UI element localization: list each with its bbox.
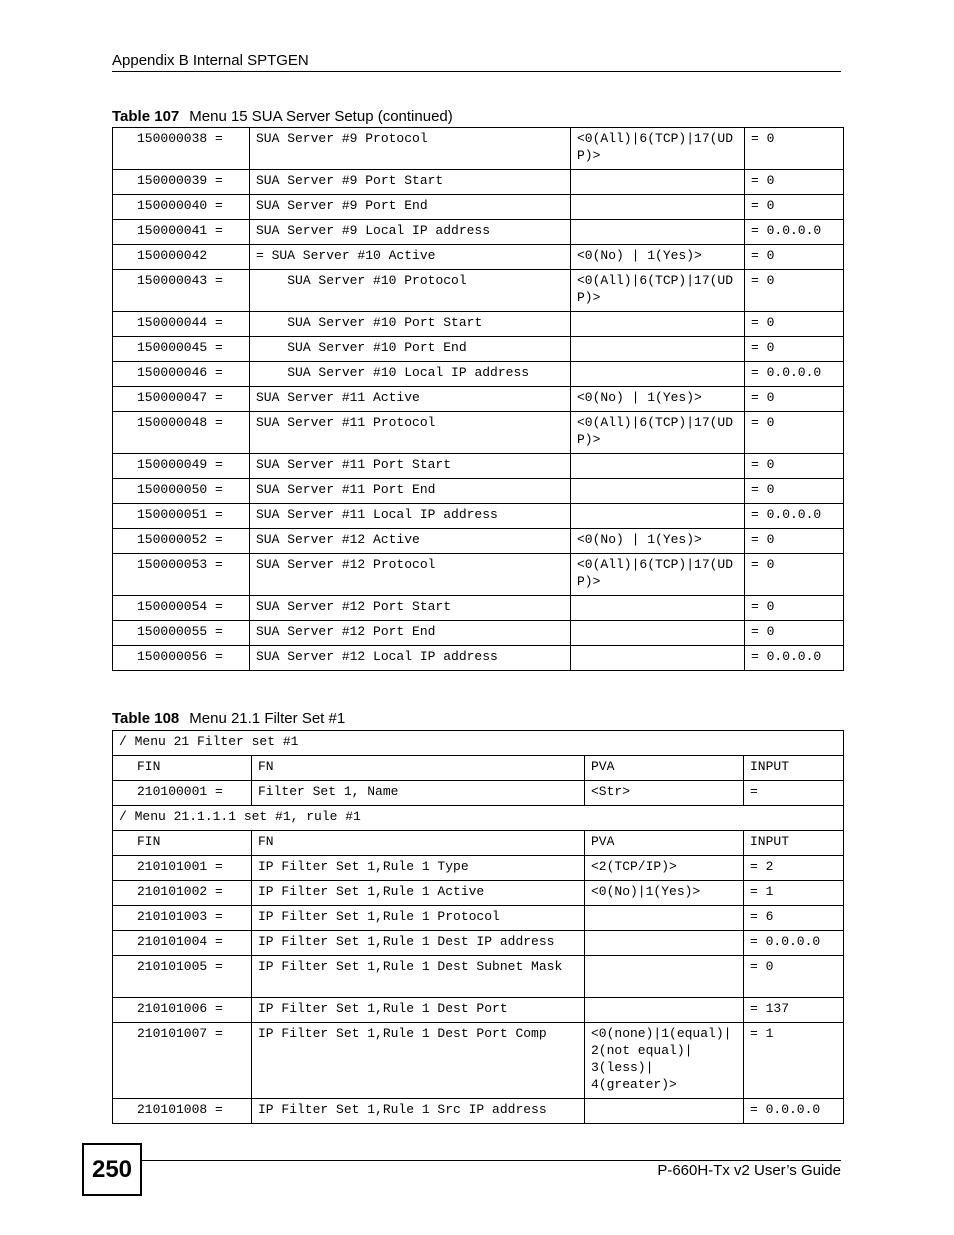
header-input: INPUT [744,831,844,856]
table-row [113,529,844,554]
cell-fn: SUA Server #10 Port Start [250,312,571,337]
cell-fn: IP Filter Set 1,Rule 1 Active [252,881,585,906]
cell-pva [571,170,745,195]
cell-fin: 150000052 = [113,529,250,554]
header-rule [112,71,841,72]
cell-fn: SUA Server #11 Protocol [250,412,571,454]
table-107-label: Table 107 [112,108,180,125]
cell-fn: IP Filter Set 1,Rule 1 Protocol [252,906,585,931]
cell-input: = 0.0.0.0 [745,504,844,529]
cell-fn: SUA Server #11 Port End [250,479,571,504]
cell-pva: <0(No) | 1(Yes)> [571,529,745,554]
table-row [113,479,844,504]
cell-fn: SUA Server #12 Port Start [250,596,571,621]
cell-fn: SUA Server #11 Active [250,387,571,412]
running-header: Appendix B Internal SPTGEN [112,52,309,69]
cell-input: = 0.0.0.0 [745,362,844,387]
cell-fn: SUA Server #10 Local IP address [250,362,571,387]
table-row [113,195,844,220]
cell-pva [571,454,745,479]
cell-fin: 150000048 = [113,412,250,454]
table-section-row [113,806,844,831]
table-row [113,881,844,906]
cell-fn: SUA Server #10 Protocol [250,270,571,312]
cell-input: = 1 [744,881,844,906]
cell-input: = 0 [745,387,844,412]
table-108-label: Table 108 [112,710,180,727]
cell-fin: 150000050 = [113,479,250,504]
cell-input: = 0 [745,621,844,646]
cell-input: = 0 [745,596,844,621]
cell-input: = 0 [745,170,844,195]
cell-input: = 0 [745,454,844,479]
cell-input: = 0 [745,412,844,454]
cell-fin: 150000053 = [113,554,250,596]
cell-pva [571,504,745,529]
cell-input: = 0 [745,529,844,554]
cell-fin: 150000051 = [113,504,250,529]
cell-fn: SUA Server #12 Port End [250,621,571,646]
table-row [113,337,844,362]
cell-fn: SUA Server #10 Port End [250,337,571,362]
cell-pva: <0(No)|1(Yes)> [585,881,744,906]
table-header-row [113,831,844,856]
cell-input: = 0 [745,270,844,312]
table-107 [112,127,844,671]
table-row [113,856,844,881]
cell-fin: 210101001 = [113,856,252,881]
cell-fn: SUA Server #12 Active [250,529,571,554]
cell-fin: 210101006 = [113,998,252,1023]
table-row [113,245,844,270]
cell-fn: SUA Server #12 Protocol [250,554,571,596]
footer-rule [140,1160,841,1161]
cell-input: = 0.0.0.0 [745,646,844,671]
cell-fin: 150000043 = [113,270,250,312]
cell-input: = 0 [745,312,844,337]
cell-fin: 150000047 = [113,387,250,412]
table-row [113,454,844,479]
cell-pva: <0(All)|6(TCP)|17(UDP)> [571,128,745,170]
cell-fn: SUA Server #9 Port End [250,195,571,220]
cell-fin: 150000046 = [113,362,250,387]
table-row [113,646,844,671]
cell-fin: 150000040 = [113,195,250,220]
cell-fin: 210100001 = [113,781,252,806]
cell-fn: IP Filter Set 1,Rule 1 Dest Port Comp [252,1023,585,1099]
table-row [113,312,844,337]
cell-input: = 2 [744,856,844,881]
header-input: INPUT [744,756,844,781]
cell-pva: <0(All)|6(TCP)|17(UDP)> [571,412,745,454]
cell-fn: IP Filter Set 1,Rule 1 Dest Port [252,998,585,1023]
cell-input: = 1 [744,1023,844,1099]
cell-pva: <0(All)|6(TCP)|17(UDP)> [571,554,745,596]
cell-input: = 0 [745,245,844,270]
table-row [113,170,844,195]
table-row [113,998,844,1023]
table-108-caption [112,710,345,727]
cell-pva: <Str> [585,781,744,806]
cell-input: = [744,781,844,806]
header-fin: FIN [113,756,252,781]
cell-fin: 210101004 = [113,931,252,956]
cell-input: = 0 [745,128,844,170]
cell-fin: 210101003 = [113,906,252,931]
cell-pva [571,337,745,362]
cell-pva [571,596,745,621]
cell-pva [585,906,744,931]
cell-fin: 150000045 = [113,337,250,362]
cell-fin: 210101008 = [113,1099,252,1124]
guide-title: P-660H-Tx v2 User’s Guide [657,1162,841,1179]
cell-pva [571,195,745,220]
section-heading: / Menu 21.1.1.1 set #1, rule #1 [113,806,844,831]
cell-fn: SUA Server #9 Local IP address [250,220,571,245]
cell-input: = 0 [745,195,844,220]
cell-fin: 210101005 = [113,956,252,998]
table-row [113,596,844,621]
table-row [113,1099,844,1124]
header-pva: PVA [585,756,744,781]
section-heading: / Menu 21 Filter set #1 [113,731,844,756]
table-row [113,781,844,806]
cell-pva: <0(No) | 1(Yes)> [571,387,745,412]
cell-fn: SUA Server #12 Local IP address [250,646,571,671]
cell-input: = 0 [745,479,844,504]
cell-pva: <2(TCP/IP)> [585,856,744,881]
cell-fn: IP Filter Set 1,Rule 1 Type [252,856,585,881]
cell-fn: SUA Server #9 Port Start [250,170,571,195]
table-header-row [113,756,844,781]
table-row [113,504,844,529]
table-row [113,362,844,387]
page-number: 250 [82,1143,142,1196]
cell-fn: Filter Set 1, Name [252,781,585,806]
table-107-title: Menu 15 SUA Server Setup (continued) [189,108,453,125]
cell-pva [585,998,744,1023]
header-fn: FN [252,756,585,781]
cell-input: = 0 [745,554,844,596]
table-row [113,1023,844,1099]
cell-fin: 150000042 [113,245,250,270]
cell-fn: = SUA Server #10 Active [250,245,571,270]
table-row [113,412,844,454]
cell-input: = 6 [744,906,844,931]
cell-pva [571,220,745,245]
table-row [113,387,844,412]
cell-fn: IP Filter Set 1,Rule 1 Dest Subnet Mask [252,956,585,998]
table-108 [112,730,844,1124]
table-row [113,128,844,170]
cell-pva [571,312,745,337]
cell-input: = 0.0.0.0 [744,931,844,956]
cell-fin: 210101002 = [113,881,252,906]
header-fin: FIN [113,831,252,856]
cell-pva: <0(No) | 1(Yes)> [571,245,745,270]
cell-fin: 150000038 = [113,128,250,170]
cell-fin: 150000039 = [113,170,250,195]
header-fn: FN [252,831,585,856]
cell-input: = 137 [744,998,844,1023]
table-107-caption [112,108,453,125]
cell-fin: 150000041 = [113,220,250,245]
cell-fin: 210101007 = [113,1023,252,1099]
table-row [113,220,844,245]
cell-pva [571,621,745,646]
table-row [113,621,844,646]
cell-fin: 150000054 = [113,596,250,621]
cell-pva: <0(All)|6(TCP)|17(UDP)> [571,270,745,312]
cell-fin: 150000049 = [113,454,250,479]
cell-fn: IP Filter Set 1,Rule 1 Dest IP address [252,931,585,956]
cell-input: = 0 [744,956,844,998]
table-row [113,906,844,931]
table-row [113,554,844,596]
cell-fin: 150000044 = [113,312,250,337]
cell-fn: SUA Server #11 Port Start [250,454,571,479]
table-row [113,931,844,956]
cell-input: = 0.0.0.0 [745,220,844,245]
cell-pva [585,956,744,998]
cell-fn: IP Filter Set 1,Rule 1 Src IP address [252,1099,585,1124]
cell-fin: 150000056 = [113,646,250,671]
cell-pva [571,362,745,387]
cell-pva [585,931,744,956]
cell-fn: SUA Server #11 Local IP address [250,504,571,529]
cell-pva: <0(none)|1(equal)|2(not equal)| 3(less)| 4(greater)> [585,1023,744,1099]
table-row [113,270,844,312]
cell-pva [571,479,745,504]
table-row [113,956,844,998]
cell-pva [571,646,745,671]
cell-fin: 150000055 = [113,621,250,646]
cell-fn: SUA Server #9 Protocol [250,128,571,170]
header-pva: PVA [585,831,744,856]
cell-input: = 0.0.0.0 [744,1099,844,1124]
table-section-row [113,731,844,756]
table-108-title: Menu 21.1 Filter Set #1 [189,710,346,727]
cell-input: = 0 [745,337,844,362]
cell-pva [585,1099,744,1124]
